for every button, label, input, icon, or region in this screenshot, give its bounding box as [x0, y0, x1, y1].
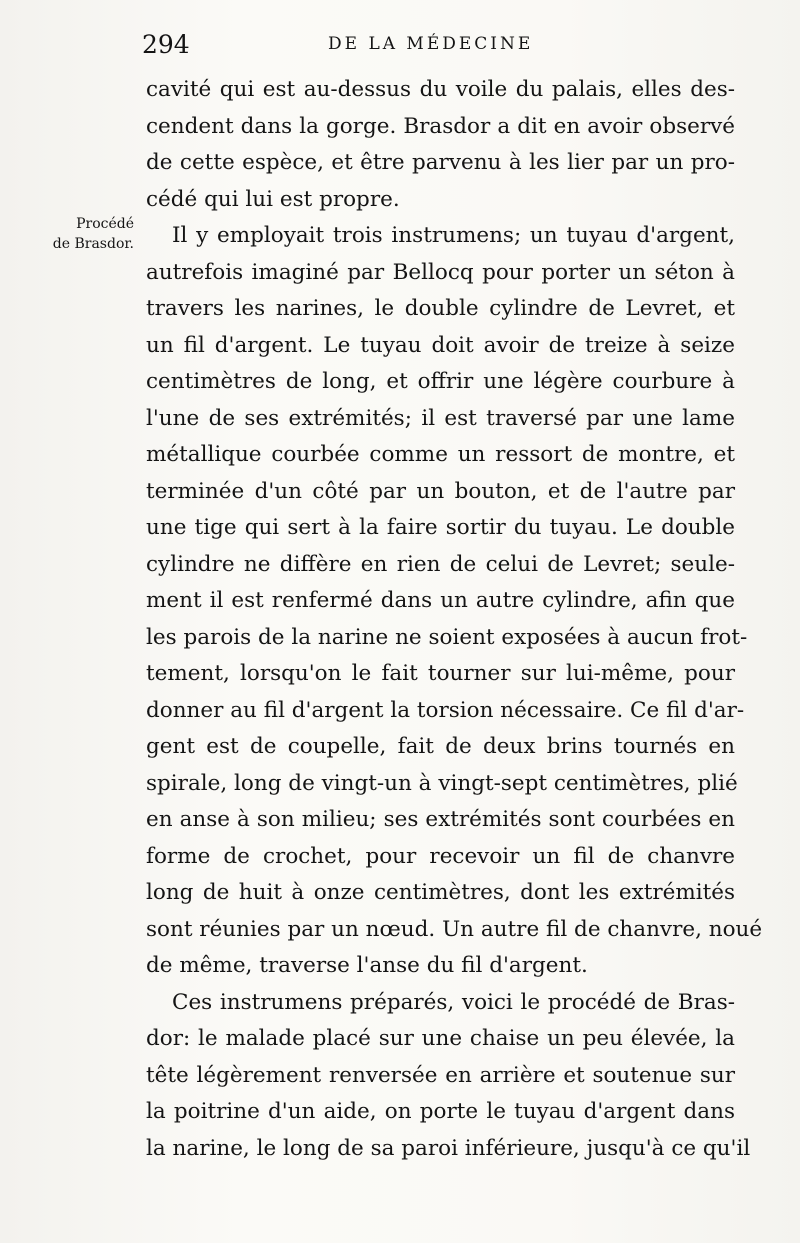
text-line: métallique courbée comme un ressort de montre, et	[146, 442, 735, 467]
page-header	[140, 30, 740, 60]
text-line: spirale, long de vingt-un à vingt-sept centimètres, plié	[146, 770, 738, 796]
text-line: un fil d'argent. Le tuyau doit avoir de treize à seize	[146, 332, 735, 358]
text-line: cédé qui lui est propre.	[146, 186, 400, 212]
text-line: cavité qui est au-dessus du voile du palais, elles des-	[146, 77, 735, 102]
text-line: cylindre ne diffère en rien de celui de Levret; seule-	[146, 551, 735, 577]
text-line: tête légèrement renversée en arrière et soutenue sur	[146, 1062, 735, 1088]
text-line: Ces instrumens préparés, voici le procédé de Bras-	[172, 989, 735, 1015]
text-line: dor: le malade placé sur une chaise un peu élevée, la	[146, 1026, 735, 1051]
text-line: en anse à son milieu; ses extrémités sont courbées en	[146, 807, 735, 832]
text-line: long de huit à onze centimètres, dont les extrémités	[146, 880, 735, 905]
text-line: tement, lorsqu'on le fait tourner sur lui-même, pour	[146, 661, 735, 686]
text-line: donner au fil d'argent la torsion nécessaire. Ce fil d'ar-	[146, 697, 745, 723]
margin-note	[18, 214, 134, 254]
text-line: forme de crochet, pour recevoir un fil de chanvre	[146, 843, 735, 869]
text-line: la poitrine d'un aide, on porte le tuyau d'argent dans	[146, 1099, 735, 1124]
text-line: les parois de la narine ne soient exposées à aucun frot-	[146, 624, 748, 650]
text-line: l'une de ses extrémités; il est traversé par une lame	[146, 405, 735, 431]
text-line: Il y employait trois instrumens; un tuyau d'argent,	[172, 223, 735, 248]
text-line: sont réunies par un nœud. Un autre fil de chanvre, noué	[146, 916, 763, 942]
text-line: ment il est renfermé dans un autre cylindre, afin que	[146, 588, 735, 613]
text-line: la narine, le long de sa paroi inférieure, jusqu'à ce qu'il	[146, 1135, 751, 1161]
text-line: autrefois imaginé par Bellocq pour porter un séton à	[146, 259, 735, 285]
running-head: DE LA MÉDECINE	[328, 34, 534, 54]
page-number: 294	[142, 30, 190, 59]
text-line: cendent dans la gorge. Brasdor a dit en avoir observé	[146, 113, 735, 139]
text-line: de cette espèce, et être parvenu à les lier par un pro-	[146, 150, 735, 175]
body-text	[146, 72, 763, 1167]
text-line: travers les narines, le double cylindre de Levret, et	[146, 296, 735, 321]
margin-note-line: de Brasdor.	[52, 236, 134, 252]
text-line: de même, traverse l'anse du fil d'argent.	[146, 953, 588, 978]
text-line: terminée d'un côté par un bouton, et de l'autre par	[146, 478, 735, 504]
text-line: une tige qui sert à la faire sortir du tuyau. Le double	[146, 515, 735, 540]
margin-note-line: Procédé	[76, 216, 134, 232]
text-line: gent est de coupelle, fait de deux brins tournés en	[146, 734, 735, 759]
text-line: centimètres de long, et offrir une légère courbure à	[146, 369, 735, 394]
